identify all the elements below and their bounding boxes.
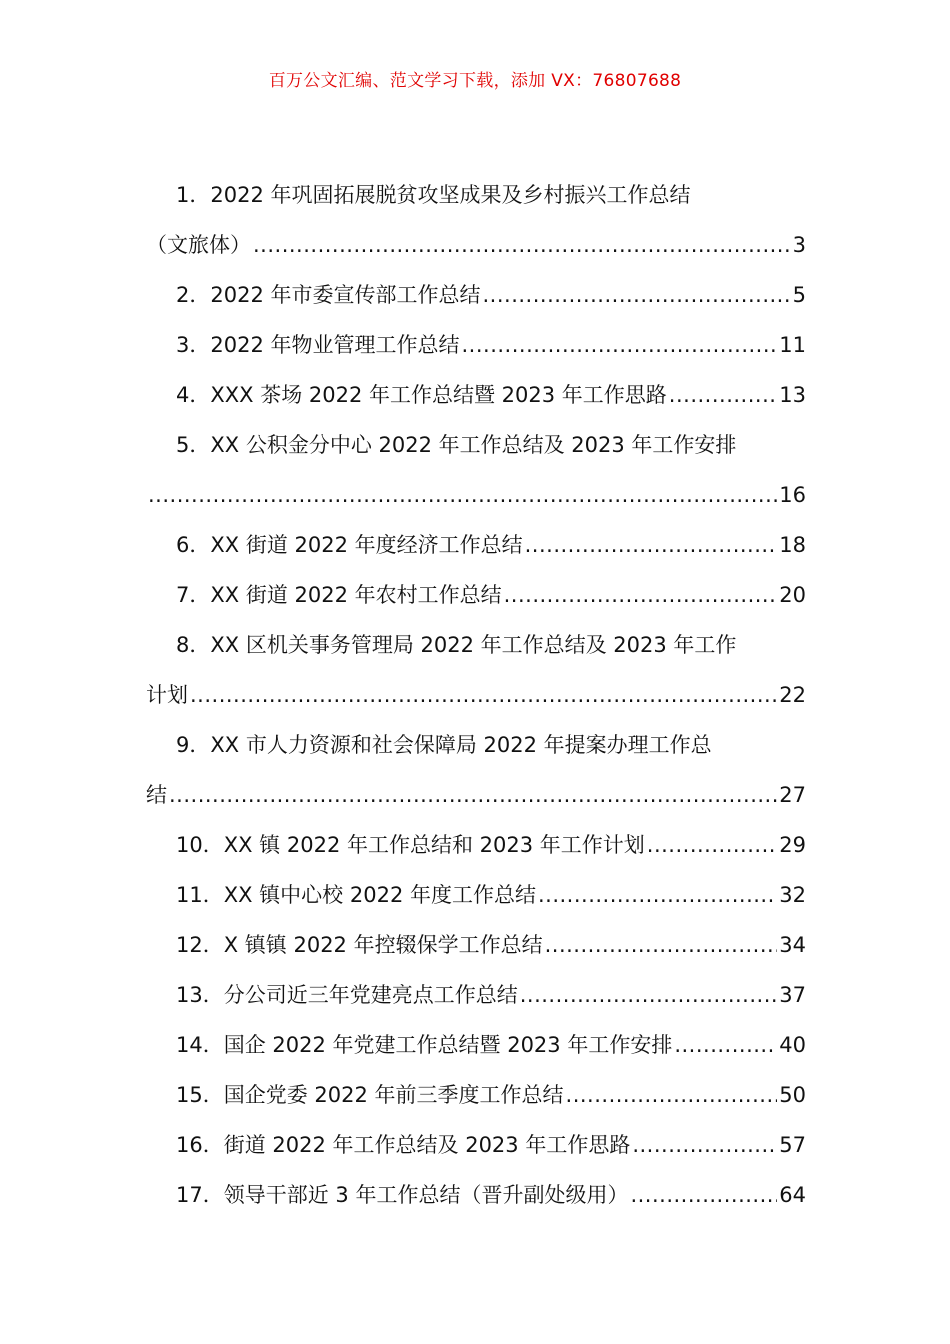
toc-entry-first-line <box>146 720 806 770</box>
toc-page-number: 18 <box>779 533 806 557</box>
toc-entry-title: XX 镇 2022 年工作总结和 2023 年工作计划 <box>223 833 645 857</box>
toc-page-number: 11 <box>779 333 806 357</box>
toc-page-number: 29 <box>779 833 806 857</box>
toc-entry-title: 分公司近三年党建亮点工作总结 <box>223 983 518 1007</box>
toc-dot-leader <box>669 370 777 420</box>
toc-entry-number: 12． <box>176 933 224 957</box>
toc-entry-title: XX 公积金分中心 2022 年工作总结及 2023 年工作安排 <box>210 433 737 457</box>
toc-entry-line <box>146 870 806 920</box>
toc-entry[interactable] <box>146 1120 806 1170</box>
toc-entry-line <box>146 920 806 970</box>
toc-page-number: 5 <box>792 283 806 307</box>
toc-dot-leader <box>545 920 778 970</box>
toc-dot-leader <box>538 870 777 920</box>
toc-entry-line <box>146 1120 806 1170</box>
toc-entry[interactable] <box>146 820 806 870</box>
toc-entry[interactable] <box>146 570 806 620</box>
toc-entry-number: 11． <box>176 883 224 907</box>
toc-entry-number: 10． <box>176 833 224 857</box>
toc-entry-number: 14． <box>176 1033 224 1057</box>
toc-entry-line <box>146 970 806 1020</box>
toc-entry-title: 街道 2022 年工作总结及 2023 年工作思路 <box>223 1133 631 1157</box>
toc-entry-title: 国企 2022 年党建工作总结暨 2023 年工作安排 <box>223 1033 673 1057</box>
toc-entry[interactable] <box>146 270 806 320</box>
toc-entry[interactable] <box>146 520 806 570</box>
toc-entry-title: 国企党委 2022 年前三季度工作总结 <box>223 1083 564 1107</box>
toc-entry-number: 16． <box>176 1133 224 1157</box>
toc-entry-first-line <box>146 620 806 670</box>
toc-dot-leader <box>525 520 778 570</box>
toc-page-number: 13 <box>779 383 806 407</box>
toc-entry-line <box>146 1020 806 1070</box>
toc-entry-title: XX 街道 2022 年农村工作总结 <box>210 583 502 607</box>
toc-page-number: 64 <box>779 1183 806 1207</box>
toc-entry-number: 6． <box>176 533 211 557</box>
toc-page-number: 20 <box>779 583 806 607</box>
toc-entry-number: 7． <box>176 583 211 607</box>
toc-dot-leader <box>674 1020 777 1070</box>
toc-entry-number: 4． <box>176 383 211 407</box>
toc-dot-leader <box>483 270 791 320</box>
toc-entry-second-line <box>146 770 806 820</box>
toc-dot-leader <box>169 770 777 820</box>
toc-entry-number: 17． <box>176 1183 224 1207</box>
toc-entry[interactable] <box>146 1170 806 1220</box>
toc-entry-first-line <box>146 420 806 470</box>
toc-page-number: 22 <box>779 683 806 707</box>
toc-entry-second-line <box>146 670 806 720</box>
toc-dot-leader <box>520 970 778 1020</box>
toc-entry-number: 8． <box>176 633 211 657</box>
toc-entry-title: 领导干部近 3 年工作总结（晋升副处级用） <box>223 1183 629 1207</box>
toc-dot-leader <box>566 1070 778 1120</box>
toc-entry-line <box>146 520 806 570</box>
toc-entry-number: 1． <box>176 183 211 207</box>
toc-page-number: 50 <box>779 1083 806 1107</box>
toc-page-number: 40 <box>779 1033 806 1057</box>
toc-entry[interactable] <box>146 870 806 920</box>
toc-entry-title: XX 市人力资源和社会保障局 2022 年提案办理工作总 <box>210 733 712 757</box>
toc-entry-number: 5． <box>176 433 211 457</box>
toc-dot-leader <box>647 820 777 870</box>
toc-entry-title-continuation: 计划 <box>146 683 188 707</box>
toc-dot-leader <box>630 1170 777 1220</box>
toc-entry-title: XX 区机关事务管理局 2022 年工作总结及 2023 年工作 <box>210 633 737 657</box>
toc-page-number: 3 <box>792 233 806 257</box>
toc-entry[interactable] <box>146 170 806 270</box>
toc-entry-line <box>146 1070 806 1120</box>
toc-dot-leader <box>253 220 791 270</box>
toc-entry-line <box>146 320 806 370</box>
toc-page-number: 27 <box>779 783 806 807</box>
toc-entry-title: 2022 年市委宣传部工作总结 <box>210 283 481 307</box>
toc-entry-title: XXX 茶场 2022 年工作总结暨 2023 年工作思路 <box>210 383 667 407</box>
toc-entry[interactable] <box>146 420 806 520</box>
toc-entry-title: 2022 年物业管理工作总结 <box>210 333 460 357</box>
toc-entry-number: 2． <box>176 283 211 307</box>
toc-entry-title: 2022 年巩固拓展脱贫攻坚成果及乡村振兴工作总结 <box>210 183 691 207</box>
toc-entry[interactable] <box>146 320 806 370</box>
toc-entry-number: 3． <box>176 333 211 357</box>
toc-entry-second-line <box>146 470 806 520</box>
toc-dot-leader <box>632 1120 777 1170</box>
toc-entry-second-line <box>146 220 806 270</box>
toc-entry-line <box>146 820 806 870</box>
toc-entry[interactable] <box>146 1020 806 1070</box>
toc-dot-leader <box>504 570 778 620</box>
toc-entry-title-continuation: 结 <box>146 783 167 807</box>
toc-dot-leader <box>148 470 777 520</box>
toc-page-number: 57 <box>779 1133 806 1157</box>
toc-page-number: 32 <box>779 883 806 907</box>
toc-page-number: 37 <box>779 983 806 1007</box>
toc-entry-title: XX 街道 2022 年度经济工作总结 <box>210 533 523 557</box>
page-header-watermark: 百万公文汇编、范文学习下载，添加 VX：76807688 <box>268 71 682 91</box>
toc-page-number: 16 <box>779 483 806 507</box>
toc-entry-line <box>146 1170 806 1220</box>
toc-entry-title: X 镇镇 2022 年控辍保学工作总结 <box>223 933 543 957</box>
toc-entry-first-line <box>146 170 806 220</box>
toc-entry-title: XX 镇中心校 2022 年度工作总结 <box>223 883 536 907</box>
toc-dot-leader <box>190 670 777 720</box>
toc-entry[interactable] <box>146 620 806 720</box>
toc-entry-number: 15． <box>176 1083 224 1107</box>
toc-dot-leader <box>462 320 778 370</box>
toc-entry[interactable] <box>146 970 806 1020</box>
table-of-contents <box>146 170 806 1220</box>
toc-entry[interactable] <box>146 370 806 420</box>
toc-entry[interactable] <box>146 720 806 820</box>
toc-entry[interactable] <box>146 920 806 970</box>
toc-entry-number: 9． <box>176 733 211 757</box>
toc-entry[interactable] <box>146 1070 806 1120</box>
toc-page-number: 34 <box>779 933 806 957</box>
toc-entry-line <box>146 370 806 420</box>
toc-entry-line <box>146 570 806 620</box>
toc-entry-number: 13． <box>176 983 224 1007</box>
toc-entry-title-continuation: （文旅体） <box>146 233 251 257</box>
toc-entry-line <box>146 270 806 320</box>
